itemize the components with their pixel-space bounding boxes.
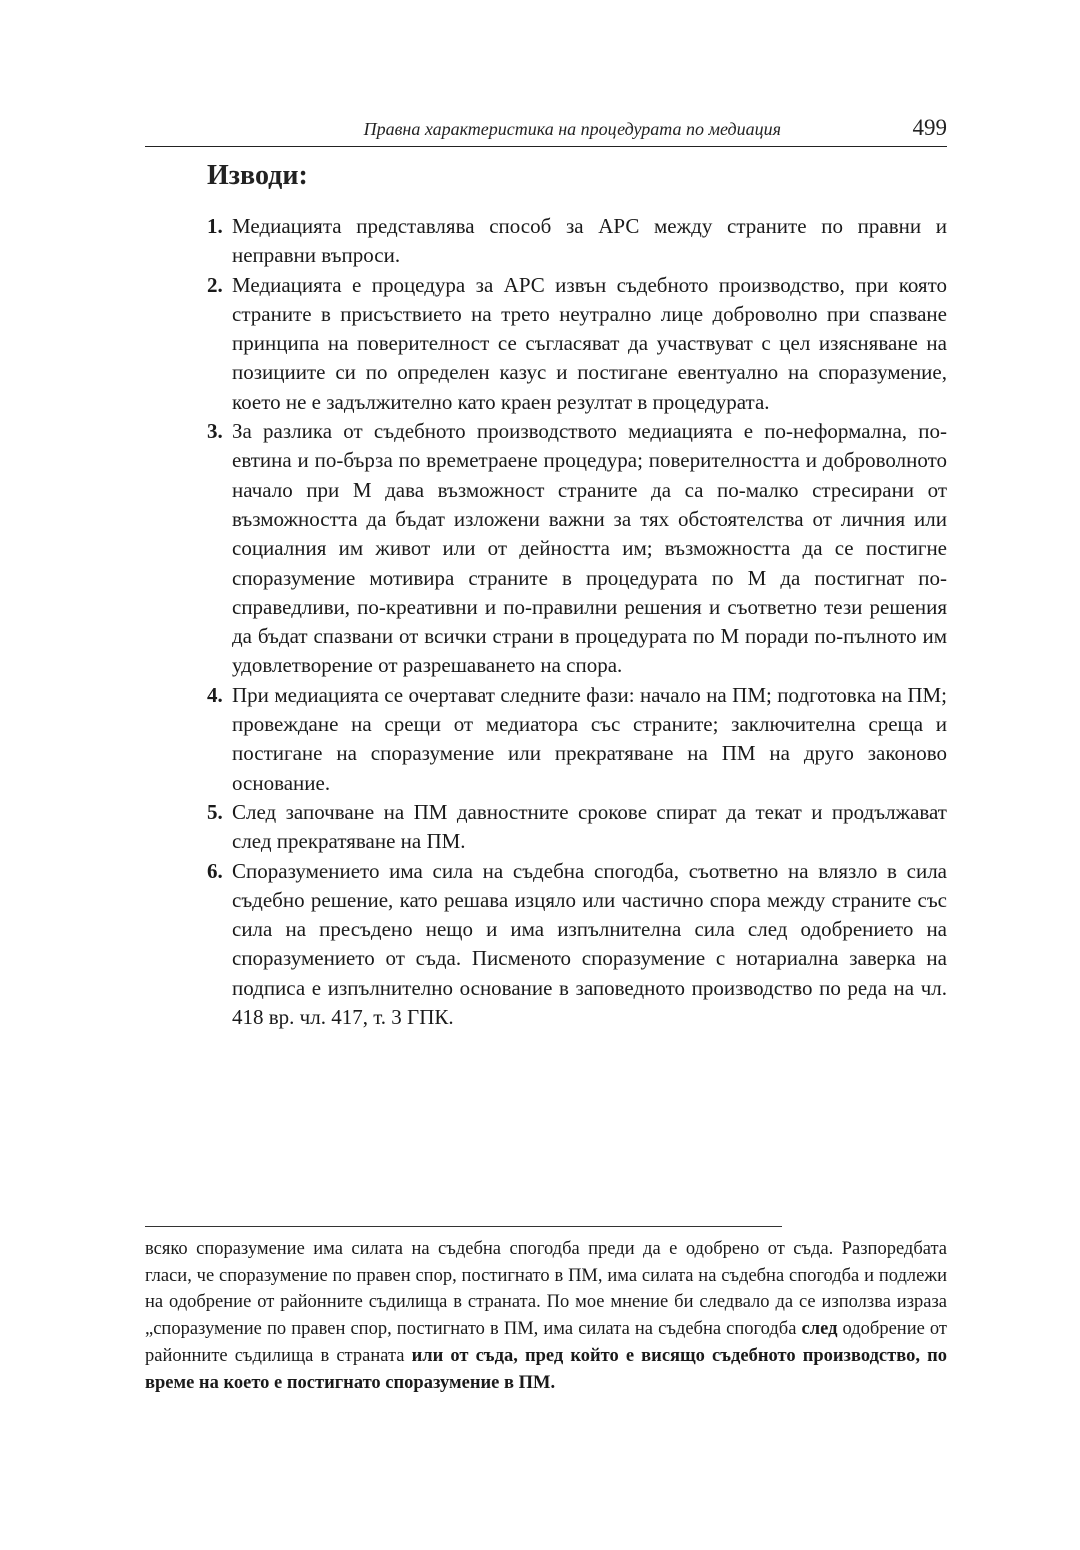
conclusion-text: Споразумението има сила на съдебна спогодба, съответно на влязло в сила съдебно решение, като решава изцяло или частично спора между страните със сила на пресъдено нещо и има изпълнителна сила след одобрението на споразумението от съда. Писменото споразумение с нотариална заверка на подписа е изпълнително основание в заповедното производство по реда на чл. 418 вр. чл. 417, т. 3 ГПК.: [232, 858, 947, 1030]
footnote-separator: [145, 1226, 782, 1227]
conclusion-text: Медиацията е процедура за АРС извън съдебното производство, при която страните в присъствието на трето неутрално лице доброволно при спазване принципа на поверителност се съгласяват да участвуват с цел изясняване на позициите си по определен казус и постигане евентуално на споразумение, което не е задължително като краен резултат в процедурата.: [232, 272, 947, 414]
footnote: [145, 1236, 947, 1396]
conclusion-number: 1.: [207, 214, 223, 238]
conclusions-list: [207, 212, 947, 1032]
conclusion-item: [207, 417, 947, 681]
section-heading: Изводи:: [207, 160, 308, 191]
conclusion-number: 2.: [207, 272, 223, 297]
page-number: 499: [912, 115, 947, 140]
conclusion-text: След започване на ПМ давностните срокове спират да текат и продължават след прекратяване на ПМ.: [232, 799, 947, 854]
conclusion-text: Медиацията представлява способ за АРС между страните по правни и неправни въпроси.: [232, 214, 947, 268]
conclusion-number: 6.: [207, 858, 223, 883]
conclusion-number: 4.: [207, 682, 223, 707]
conclusion-item: [207, 271, 947, 417]
running-title: Правна характеристика на процедурата по медиация: [363, 119, 781, 139]
footnote-emphasis: след: [801, 1319, 838, 1340]
footnote-text: всяко споразумение има силата на съдебна спогодба преди да е одобрено от съда. Разпоредбата гласи, че споразумение по правен спор, постигнато в ПМ, има силата на съдебна спогодба и подлежи на одобрение от районните съдилища в страната. По мое мнение би следвало да се използва израза „споразумение по правен спор, постигнато в ПМ, има силата на съдебна спогодба: [145, 1239, 947, 1340]
conclusion-item: [207, 681, 947, 798]
conclusion-number: 5.: [207, 799, 223, 824]
conclusion-item: [207, 857, 947, 1033]
conclusion-item: [207, 798, 947, 857]
footnote-text: одобрение от районните съдилища в страната: [145, 1319, 948, 1366]
conclusion-item: [207, 212, 947, 271]
conclusion-text: При медиацията се очертават следните фази: начало на ПМ; подготовка на ПМ; провеждане на срещи от медиатора със страните; заключителна среща и постигане на споразумение или прекратяване на ПМ на друго законово основание.: [232, 682, 947, 795]
footnote-emphasis: или от съда, пред който е висящо съдебното производство, по време на което е постигнато споразумение в ПМ.: [145, 1345, 947, 1393]
conclusion-number: 3.: [207, 419, 223, 444]
running-header: [145, 114, 947, 147]
conclusion-text: За разлика от съдебното производството медиацията е по-неформална, по-евтина и по-бърза по времетраене процедура; поверителността и доброволното начало при М дава възможност страните да са по-малко стресирани от възможността да бъдат изложени важни за тях обстоятелства от личния или социалния им живот или от дейността им; възможността да се постигне споразумение мотивира страните в процедурата по М да постигнат по-справедливи, по-креативни и по-правилни решения и съответно тези решения да бъдат спазвани от всички страни в процедурата по М поради по-пълното им удовлетворение от разрешаването на спора.: [232, 419, 947, 678]
